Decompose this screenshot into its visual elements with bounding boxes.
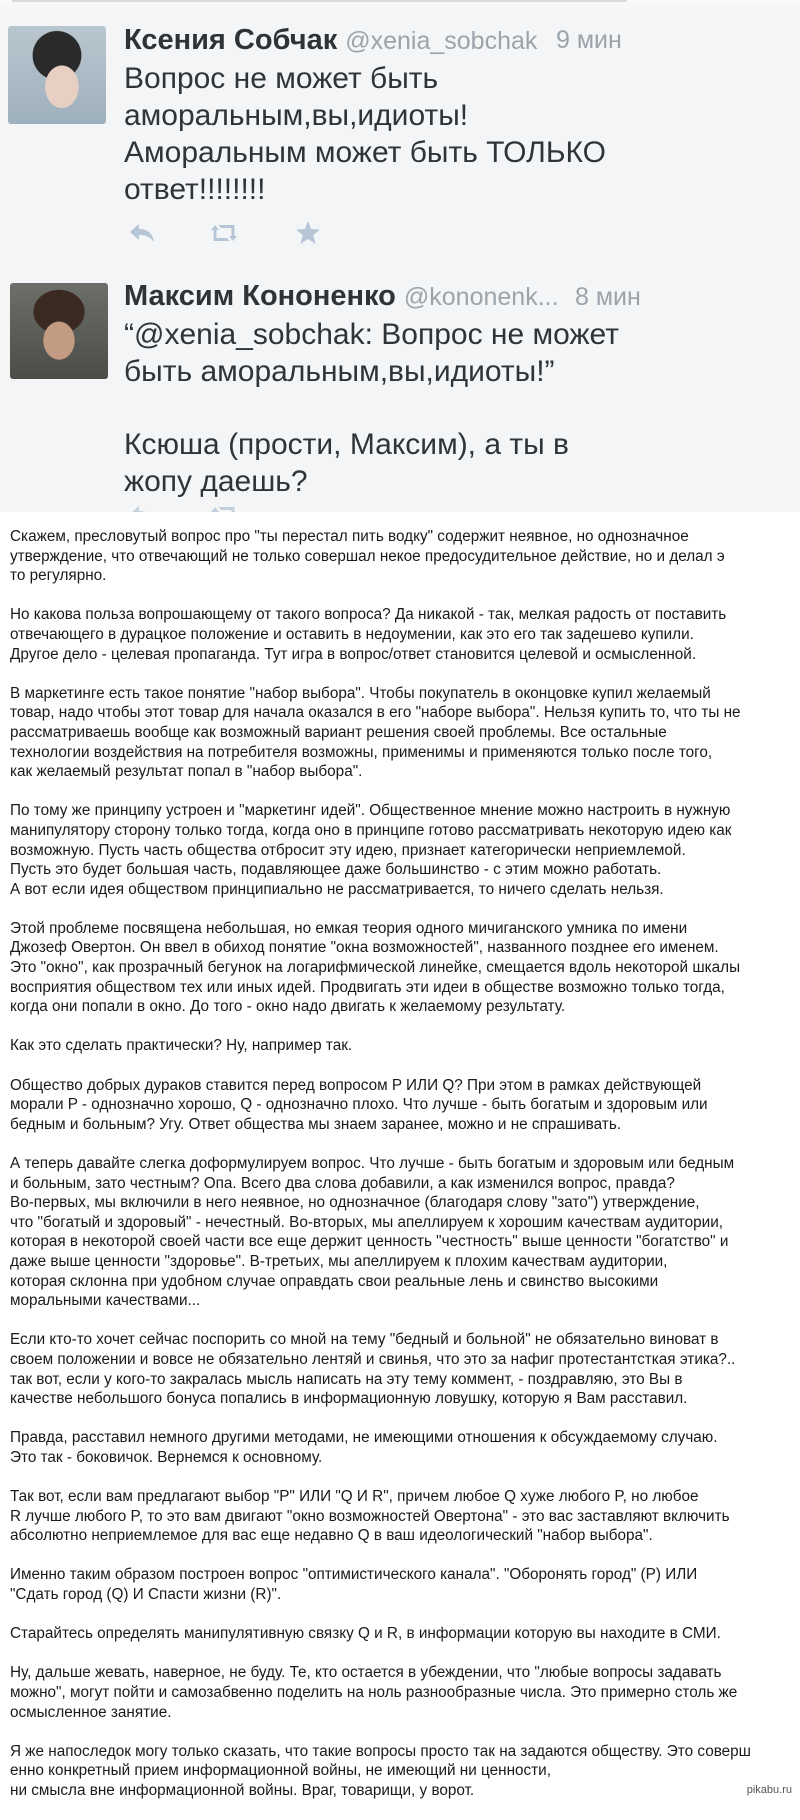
favorite-icon[interactable] — [288, 218, 328, 248]
author-handle: @kononenk... — [403, 283, 559, 311]
author-name: Ксения Собчак — [124, 24, 338, 56]
paragraph: Если кто-то хочет сейчас поспорить со мной на тему "бедный и больной" не обязательно виноват в своем положении и вовсе не обязательно лентяй и свинья, что это за нафиг протестантсткая этика?.. так вот, если у кого-то закралась мысль написать на эту тему коммент, - поздравляю, это Вы в качестве небольшого бонуса попались в информационную ловушку, которую я Вам расставил. — [10, 1331, 736, 1408]
author-handle: @xenia_sobchak — [345, 27, 538, 55]
paragraph: По тому же принципу устроен и "маркетинг идей". Общественное мнение можно настроить в нужную манипулятору сторону только тогда, когда оно в принципе готово рассматривать некоторую идею как возможную. Пусть часть общества отбросит эту идею, признает категорически неприемлемой. Пусть это будет большая часть, подавляющее даже большинство - с этим можно работать. А вот если идея обществом принципиально не рассматривается, то ничего сделать нельзя. — [10, 802, 732, 898]
paragraph: Скажем, пресловутый вопрос про "ты перестал пить водку" содержит неявное, но однозначное утверждение, что отвечающий не только совершал некое предосудительное действие, но и делал э то регулярно. — [10, 528, 725, 585]
tweet-line: Ксюша (прости, Максим), а ты в — [124, 428, 569, 461]
author-name: Максим Кононенко — [124, 280, 396, 312]
tweet-author[interactable] — [124, 280, 559, 313]
spacer — [124, 390, 644, 426]
tweet-timestamp[interactable]: 9 мин — [556, 26, 622, 54]
retweet-icon[interactable] — [204, 218, 244, 248]
tweet-actions — [122, 218, 328, 248]
paragraph: Я же напоследок могу только сказать, что такие вопросы просто так на задаются обществу. Это соверш енно конкретный прием информационной войны, не имеющий ни ценности, ни смысла вне информационной войны. Враг, товарищи, у ворот. — [10, 1742, 751, 1799]
tweet-line: Аморальным может быть ТОЛЬКО — [124, 136, 606, 169]
tweet-line: аморальным,вы,идиоты! — [124, 99, 469, 132]
article-text — [10, 527, 790, 1820]
paragraph: Общество добрых дураков ставится перед вопросом P ИЛИ Q? При этом в рамках действующей морали P - однозначно хорошо, Q - однозначно плохо. Что лучше - быть богатым и здоровым или бедным и больным? Угу. Ответ общества мы знаем заранее, можно и не спрашивать. — [10, 1076, 708, 1133]
tweet-line: Вопрос не может быть — [124, 62, 439, 95]
paragraph: Но какова польза вопрошающему от такого вопроса? Да никакой - так, мелкая радость от поставить отвечающего в дурацкое положение и оставить в недоумении, как это его так задешево купили. Другое дело - целевая пропаганда. Тут игра в вопрос/ответ становится целевой и осмысленной. — [10, 606, 727, 663]
tweet-actions — [122, 500, 244, 512]
tweet-author[interactable] — [124, 24, 537, 57]
avatar[interactable] — [8, 26, 106, 124]
paragraph: Именно таким образом построен вопрос "оптимистического канала". "Оборонять город" (P) ИЛИ "Сдать город (Q) И Спасти жизни (R)". — [10, 1566, 698, 1604]
divider — [12, 0, 627, 2]
tweet-line: ответ!!!!!!!! — [124, 173, 266, 206]
watermark: pikabu.ru — [746, 1784, 792, 1796]
paragraph: В маркетинге есть такое понятие "набор выбора". Чтобы покупатель в оконцовке купил желаемый товар, надо чтобы этот товар для начала оказался в его "наборе выбора". Нельзя купить то, что ты не рассматриваешь вообще как возможный вариант решения своей проблемы. Все остальные технологии воздействия на потребителя возможны, применимы и применяются только после того, как желаемый результат попал в "набор выбора". — [10, 684, 741, 781]
paragraph: Этой проблеме посвящена небольшая, но емкая теория одного мичиганского умника по имени Джозеф Овертон. Он ввел в обиход понятие "окна возможностей", названного позднее его именем. Это "окно", как прозрачный бегунок на логарифмической линейке, смещается вдоль некоторой шкалы восприятия обществом тех или иных идей. Продвигать эти идеи в обществе возможно только тогда, когда они попали в окно. До того - окно надо двигать к желаемому результату. — [10, 919, 741, 1016]
reply-icon[interactable] — [122, 500, 162, 512]
avatar[interactable] — [10, 283, 108, 379]
tweet-line: “@xenia_sobchak: Вопрос не может — [124, 318, 619, 351]
tweet-screenshot — [0, 0, 800, 512]
paragraph: Правда, расставил немного другими методами, не имеющими отношения к обсуждаемому случаю. Это так - боковичок. Вернемся к основному. — [10, 1429, 718, 1466]
paragraph: А теперь давайте слегка доформулируем вопрос. Что лучше - быть богатым и здоровым или бедным и больным, зато честным? Опа. Всего два слова добавили, а как изменился вопрос, правда? Во-первых, мы включили в него неявное, но однозначное (благодаря слову "зато") утверждение, что "богатый и здоровый" - нечестный. Во-вторых, мы апеллируем к хорошим качествам аудитории, которая в некоторой своей части все еще держит ценность "честность" выше ценности "богатство" и даже выше ценности "здоровье". В-третьих, мы апеллируем к плохим качествам аудитории, которая склонна при удобном случае оправдать свои реальные лень и свинство высокими моральными качествами... — [10, 1155, 735, 1310]
tweet-text — [124, 60, 624, 208]
paragraph: Так вот, если вам предлагают выбор "P" ИЛИ "Q И R", причем любое Q хуже любого P, но любое R лучше любого P, то это вам двигают "окно возможностей Овертона" - это вас заставляют включить абсолютно неприемлемое для вас еще недавно Q в ваш идеологический "набор выбора". — [10, 1488, 730, 1545]
retweet-icon[interactable] — [204, 500, 244, 512]
tweet-timestamp[interactable]: 8 мин — [575, 283, 641, 311]
paragraph: Старайтесь определять манипулятивную связку Q и R, в информации которую вы находите в СМИ. — [10, 1625, 721, 1643]
tweet-text — [124, 316, 644, 500]
paragraph: Ну, дальше жевать, наверное, не буду. Те, кто остается в убеждении, что "любые вопросы задавать можно", могут пойти и самозабвенно поделить на ноль разнообразные числа. Это примерно столь же осмысленное занятие. — [10, 1664, 738, 1721]
tweet-line: жопу даешь? — [124, 465, 308, 498]
reply-icon[interactable] — [122, 218, 162, 248]
paragraph: Как это сделать практически? Ну, например так. — [10, 1037, 353, 1055]
tweet-line: быть аморальным,вы,идиоты!” — [124, 355, 555, 388]
